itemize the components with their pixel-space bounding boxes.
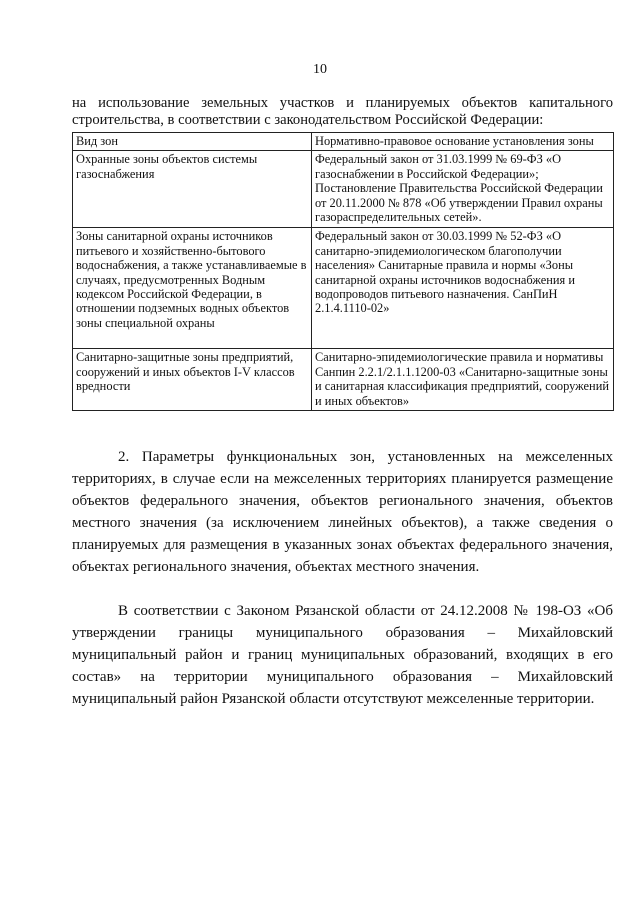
- paragraph-3: В соответствии с Законом Рязанской области от 24.12.2008 № 198-ОЗ «Об утверждении границы муниципального образования – Михайловский муниципальный район и границ муниципальных образований, входящих в его состав» на территории муниципального образования – Михайловский муниципальный район Рязанской области отсутствуют межселенные территории.: [72, 603, 613, 707]
- table-row: [73, 228, 614, 349]
- intro-text: на использование земельных участков и планируемых объектов капитального строительства, в соответствии с законодательством Российской Федерации:: [72, 95, 613, 128]
- page-number: 10: [313, 62, 327, 77]
- basis-cell: Санитарно-эпидемиологические правила и нормативы Санпин 2.2.1/2.1.1.1200-03 «Санитарно-защитные зоны и санитарная классификация предприятий, сооружений и иных объектов»: [312, 349, 614, 411]
- table-header-row: [73, 133, 614, 151]
- header-zone-type: Вид зон: [73, 133, 312, 151]
- basis-cell: Федеральный закон от 30.03.1999 № 52-ФЗ «О санитарно-эпидемиологическом благополучии населения» Санитарные правила и нормы «Зоны санитарной охраны источников водоснабжения и водопроводов питьевого назначения. СанПиН 2.1.4.1110-02»: [312, 228, 614, 349]
- zone-cell: Зоны санитарной охраны источников питьевого и хозяйственно-бытового водоснабжения, а также устанавливаемые в случаях, предусмотренных Водным кодексом Российской Федерации, в отношении подземных водных объектов зоны специальной охраны: [73, 228, 312, 349]
- basis-cell: Федеральный закон от 31.03.1999 № 69-ФЗ «О газоснабжении в Российской Федерации»; Постановление Правительства Российской Федерации от 20.11.2000 № 878 «Об утверждении Правил охраны газораспределительных сетей».: [312, 151, 614, 228]
- zones-table: [72, 132, 614, 411]
- header-legal-basis: Нормативно-правовое основание установления зоны: [312, 133, 614, 151]
- table-row: [73, 151, 614, 228]
- table-row: [73, 349, 614, 411]
- zone-cell: Санитарно-защитные зоны предприятий, сооружений и иных объектов I-V классов вредности: [73, 349, 312, 411]
- paragraph-2: 2. Параметры функциональных зон, установленных на межселенных территориях, в случае если на межселенных территориях планируется размещение объектов федерального значения, объектов регионального значения, объектов местного значения (за исключением линейных объектов), а также сведения о планируемых для размещения в указанных зонах объектах федерального значения, объектах регионального значения, объектах местного значения.: [72, 449, 613, 575]
- zone-cell: Охранные зоны объектов системы газоснабжения: [73, 151, 312, 228]
